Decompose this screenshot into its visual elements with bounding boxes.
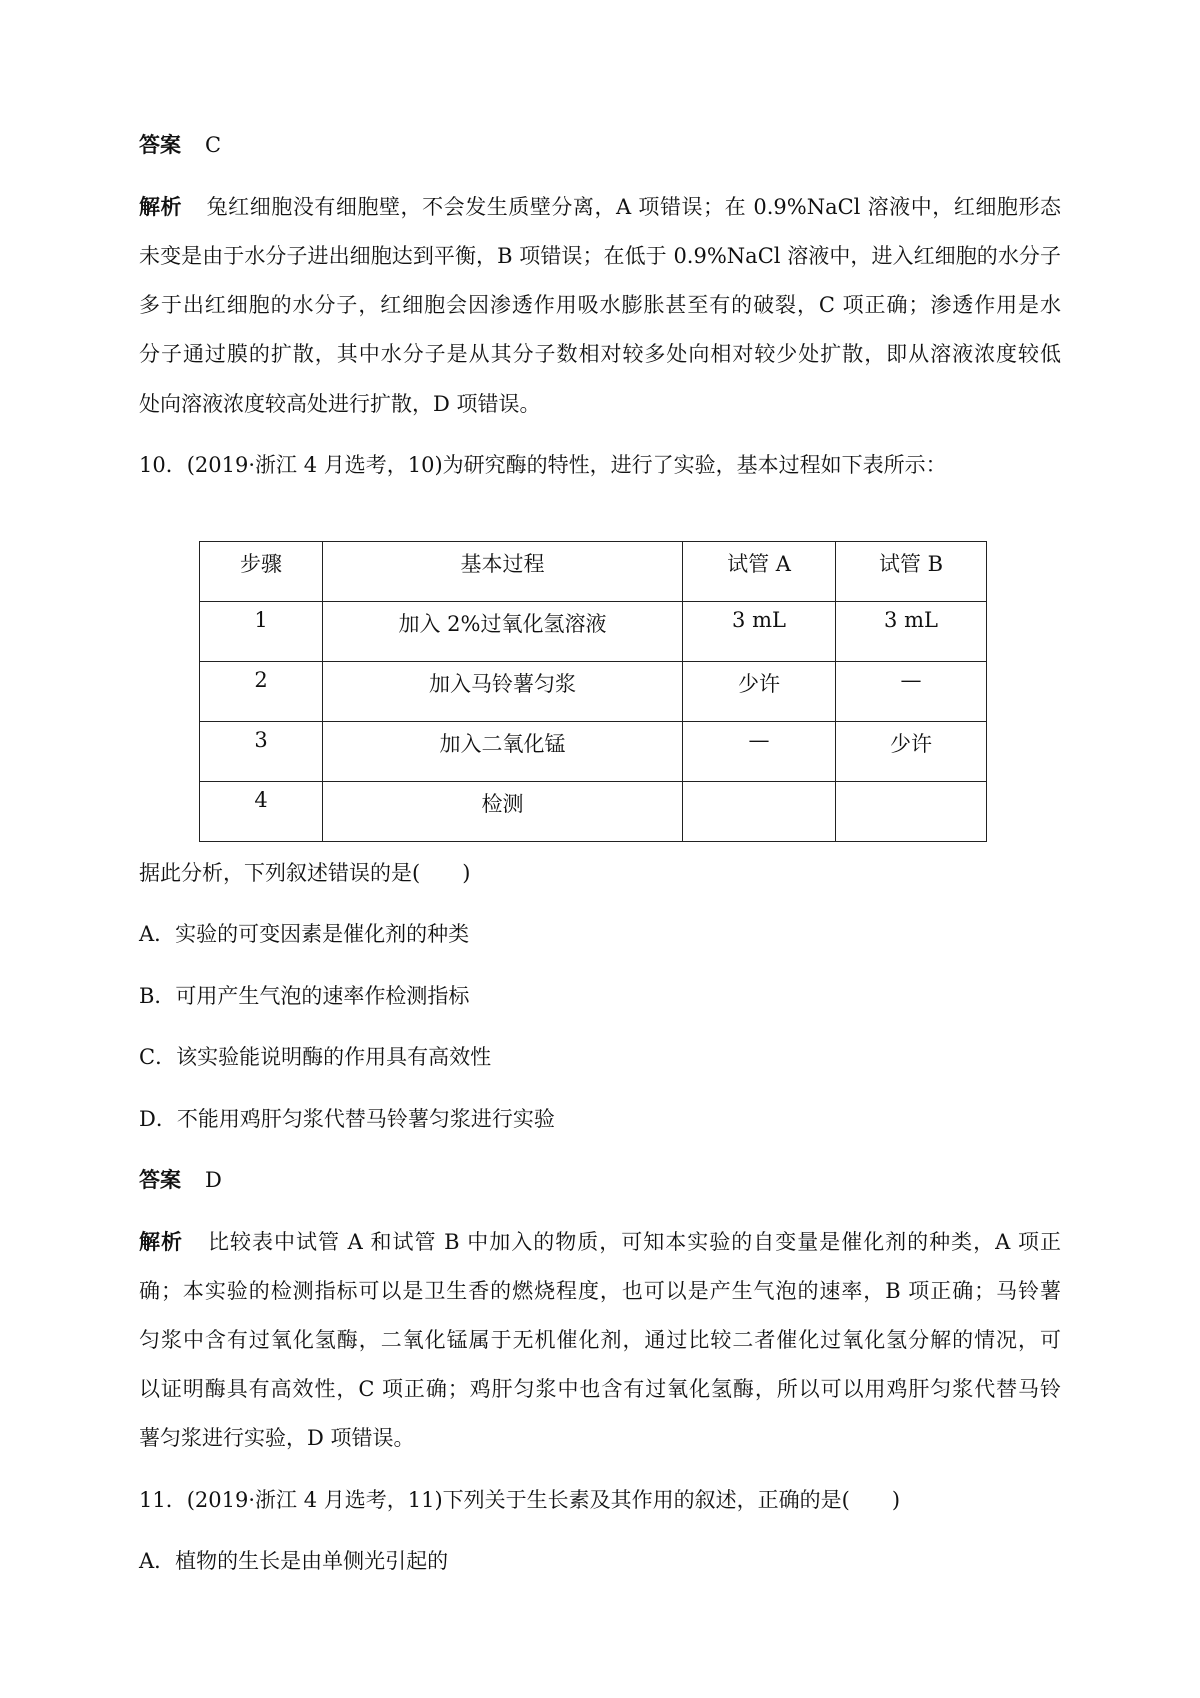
q10-answer-label: 答案	[139, 1167, 181, 1192]
q10-analysis-line-3: 匀浆中含有过氧化氢酶，二氧化锰属于无机催化剂，通过比较二者催化过氧化氢分解的情况，可	[139, 1328, 1061, 1352]
table-row	[200, 722, 987, 782]
q10-analysis-text-1: 比较表中试管 A 和试管 B 中加入的物质，可知本实验的自变量是催化剂的种类，A 项正	[207, 1230, 1062, 1254]
q11-option-a: A．植物的生长是由单侧光引起的	[139, 1549, 449, 1573]
q10-answer-value: D	[205, 1168, 222, 1192]
q9-answer-label: 答案	[139, 132, 181, 157]
table-cell: 3 mL	[683, 602, 836, 662]
table-header-cell: 基本过程	[323, 542, 683, 602]
table-cell: 少许	[836, 722, 987, 782]
q10-analysis-line-1	[139, 1230, 1061, 1254]
table-cell: 少许	[683, 662, 836, 722]
q9-analysis-label: 解析	[139, 194, 183, 219]
table-cell: 3 mL	[836, 602, 987, 662]
q10-analysis-label: 解析	[139, 1229, 183, 1254]
table-cell: 4	[200, 782, 323, 842]
q9-analysis-line-3: 多于出红细胞的水分子，红细胞会因渗透作用吸水膨胀甚至有的破裂，C 项正确；渗透作用是水	[139, 293, 1061, 317]
experiment-table	[199, 541, 987, 842]
table-cell: 加入 2%过氧化氢溶液	[323, 602, 683, 662]
q9-answer	[139, 133, 1061, 157]
table-row	[200, 662, 987, 722]
table-cell	[836, 782, 987, 842]
q10-analysis-line-4: 以证明酶具有高效性，C 项正确；鸡肝匀浆中也含有过氧化氢酶，所以可以用鸡肝匀浆代替马铃	[139, 1377, 1061, 1401]
table-cell: —	[683, 722, 836, 782]
q10-analysis-line-5: 薯匀浆进行实验，D 项错误。	[139, 1426, 415, 1450]
table-cell	[683, 782, 836, 842]
table-cell: 1	[200, 602, 323, 662]
q9-analysis-line-4: 分子通过膜的扩散，其中水分子是从其分子数相对较多处向相对较少处扩散，即从溶液浓度较低	[139, 342, 1061, 366]
table-cell: 加入二氧化锰	[323, 722, 683, 782]
table-cell: —	[836, 662, 987, 722]
q10-analysis-line-2: 确；本实验的检测指标可以是卫生香的燃烧程度，也可以是产生气泡的速率，B 项正确；马铃薯	[139, 1279, 1061, 1303]
table-cell: 加入马铃薯匀浆	[323, 662, 683, 722]
q9-answer-value: C	[205, 133, 222, 157]
q10-option-a: A．实验的可变因素是催化剂的种类	[139, 922, 470, 946]
table-cell: 检测	[323, 782, 683, 842]
q10-option-b: B．可用产生气泡的速率作检测指标	[139, 984, 470, 1008]
q10-option-d: D．不能用鸡肝匀浆代替马铃薯匀浆进行实验	[139, 1107, 555, 1131]
table-header-cell: 试管 B	[836, 542, 987, 602]
q10-question: 据此分析，下列叙述错误的是( )	[139, 861, 471, 885]
q9-analysis-line-1	[139, 195, 1061, 219]
table-row	[200, 782, 987, 842]
q9-analysis-line-2: 未变是由于水分子进出细胞达到平衡，B 项错误；在低于 0.9%NaCl 溶液中，进入红细胞的水分子	[139, 244, 1061, 268]
q9-analysis-text-1: 兔红细胞没有细胞壁，不会发生质壁分离，A 项错误；在 0.9%NaCl 溶液中，红细胞形态	[206, 195, 1061, 219]
table-header-row	[200, 542, 987, 602]
q10-stem: 10．(2019·浙江 4 月选考，10)为研究酶的特性，进行了实验，基本过程如下表所示：	[139, 453, 947, 477]
q10-answer	[139, 1168, 1061, 1192]
q11-stem: 11．(2019·浙江 4 月选考，11)下列关于生长素及其作用的叙述，正确的是( )	[139, 1488, 901, 1512]
q10-option-c: C．该实验能说明酶的作用具有高效性	[139, 1045, 492, 1069]
table-header-cell: 步骤	[200, 542, 323, 602]
table-cell: 2	[200, 662, 323, 722]
table-cell: 3	[200, 722, 323, 782]
q9-analysis-line-5: 处向溶液浓度较高处进行扩散，D 项错误。	[139, 392, 541, 416]
table-row	[200, 602, 987, 662]
table-header-cell: 试管 A	[683, 542, 836, 602]
